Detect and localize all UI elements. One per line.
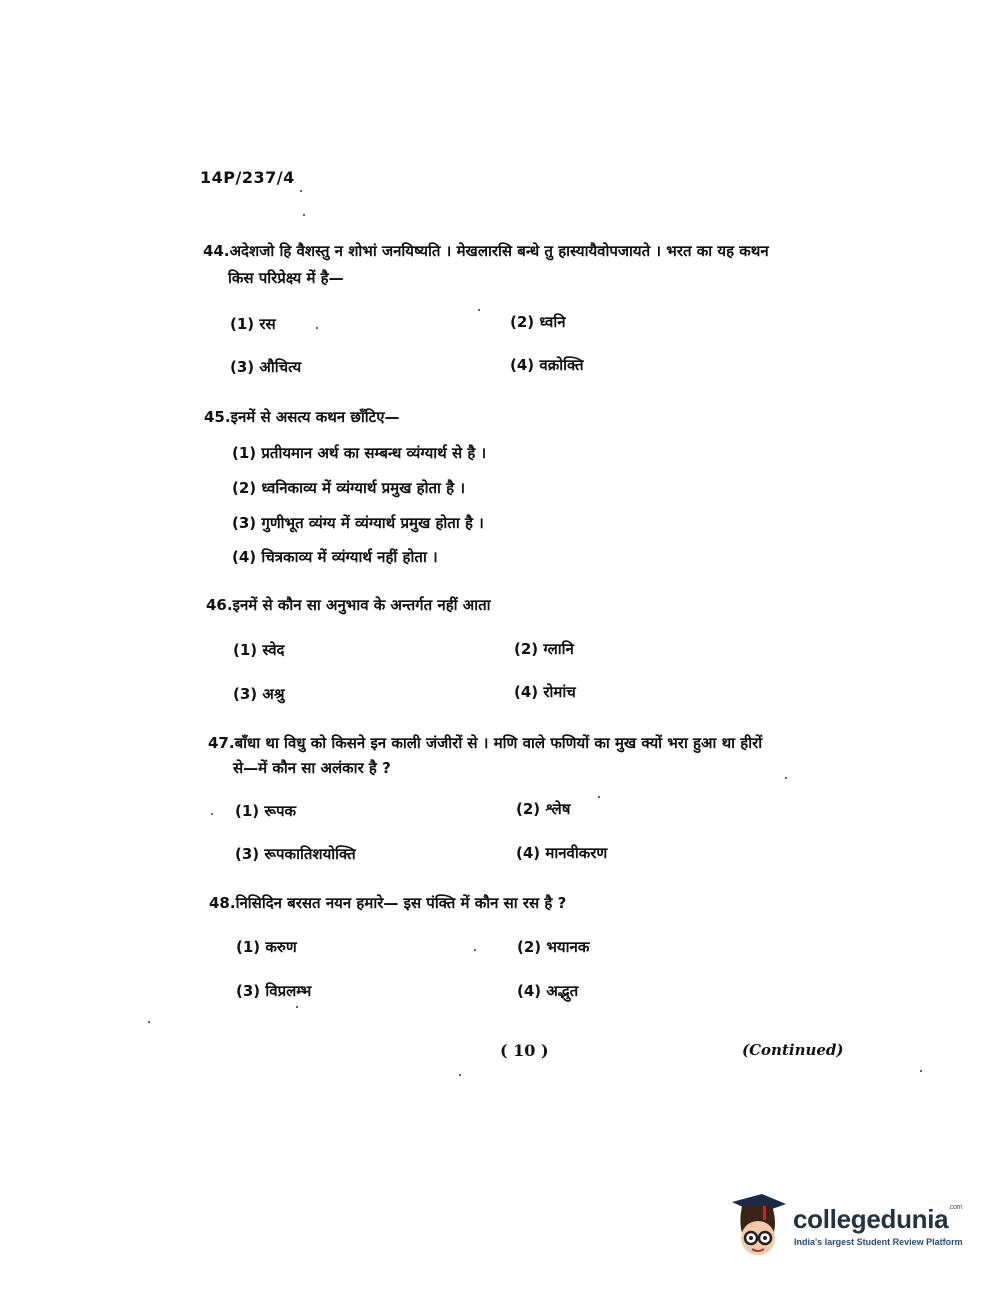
option-4: (4) चित्रकाव्य में व्यंग्यार्थ नहीं होता ।: [232, 548, 438, 566]
option-1: (1) करुण: [236, 938, 297, 956]
scan-speck: [474, 949, 476, 951]
question-47-line1: [208, 731, 762, 756]
option-2: (2) श्लेष: [516, 800, 571, 818]
question-number: 44.: [203, 242, 230, 260]
scan-speck: [303, 214, 305, 216]
question-number: 45.: [204, 408, 231, 426]
scan-speck: [300, 190, 302, 192]
option-4: (4) रोमांच: [514, 683, 576, 701]
scan-speck: [920, 1070, 922, 1072]
paper-code: 14P/237/4: [200, 168, 295, 187]
option-4: (4) वक्रोक्ति: [510, 356, 584, 374]
option-1: (1) रस: [230, 315, 276, 333]
question-48-line1: [209, 891, 566, 916]
question-47-line2: से—में कौन सा अलंकार है ?: [233, 759, 391, 777]
question-44-line2: किस परिप्रेक्ष्य में है—: [228, 269, 344, 287]
question-text: इनमें से असत्य कथन छाँटिए—: [230, 408, 400, 426]
scan-speck: [296, 1006, 298, 1008]
option-3: (3) गुणीभूत व्यंग्य में व्यंग्यार्थ प्रमुख होता है ।: [232, 514, 484, 532]
option-4: (4) मानवीकरण: [516, 844, 608, 862]
option-3: (3) अश्रु: [233, 685, 285, 703]
question-45-line1: [204, 405, 400, 430]
scan-speck: [316, 327, 318, 329]
scan-speck: [459, 1074, 461, 1076]
continued-label: (Continued): [742, 1041, 844, 1059]
question-46-line1: [206, 593, 491, 618]
option-3: (3) औचित्य: [230, 358, 302, 376]
scan-speck: [478, 309, 480, 311]
question-number: 46.: [206, 596, 233, 614]
option-2: (2) ध्वनि: [510, 313, 566, 331]
scan-speck: [211, 813, 213, 815]
logo-name: collegedunia: [793, 1204, 949, 1234]
option-1: (1) स्वेद: [233, 641, 285, 659]
option-2: (2) ध्वनिकाव्य में व्यंग्यार्थ प्रमुख होता है ।: [232, 479, 466, 497]
option-1: (1) रूपक: [235, 802, 297, 820]
scan-speck: [148, 1021, 150, 1023]
option-2: (2) भयानक: [517, 938, 590, 956]
option-3: (3) रूपकातिशयोक्ति: [235, 845, 356, 863]
option-1: (1) प्रतीयमान अर्थ का सम्बन्ध व्यंग्यार्थ से है ।: [232, 444, 487, 462]
question-number: 47.: [208, 734, 235, 752]
question-text: इनमें से कौन सा अनुभाव के अन्तर्गत नहीं आता: [232, 596, 491, 614]
question-number: 48.: [209, 894, 236, 912]
option-3: (3) विप्रलम्भ: [236, 982, 312, 1000]
page-number: ( 10 ): [500, 1041, 549, 1060]
option-2: (2) ग्लानि: [514, 640, 574, 658]
logo-suffix: .com: [948, 1204, 963, 1211]
logo-tagline: India's largest Student Review Platform: [794, 1237, 963, 1247]
scan-speck: [785, 777, 787, 779]
question-text: निसिदिन बरसत नयन हमारे— इस पंक्ति में कौन सा रस है ?: [235, 894, 567, 912]
option-4: (4) अद्भुत: [517, 982, 579, 1000]
scan-speck: [598, 796, 600, 798]
question-text: अदेशजो हि वैशस्तु न शोभां जनयिष्यति । मेखलारसि बन्धे तु हास्यायैवोपजायते । भरत का यह कथन: [229, 242, 769, 260]
question-44-line1: [203, 239, 769, 264]
mascot-icon: [728, 1192, 790, 1262]
question-text: बाँधा था विधु को किसने इन काली जंजीरों से । मणि वाले फणियों का मुख क्यों भरा हुआ था हीरों: [234, 734, 763, 752]
collegedunia-logo: [728, 1192, 968, 1272]
